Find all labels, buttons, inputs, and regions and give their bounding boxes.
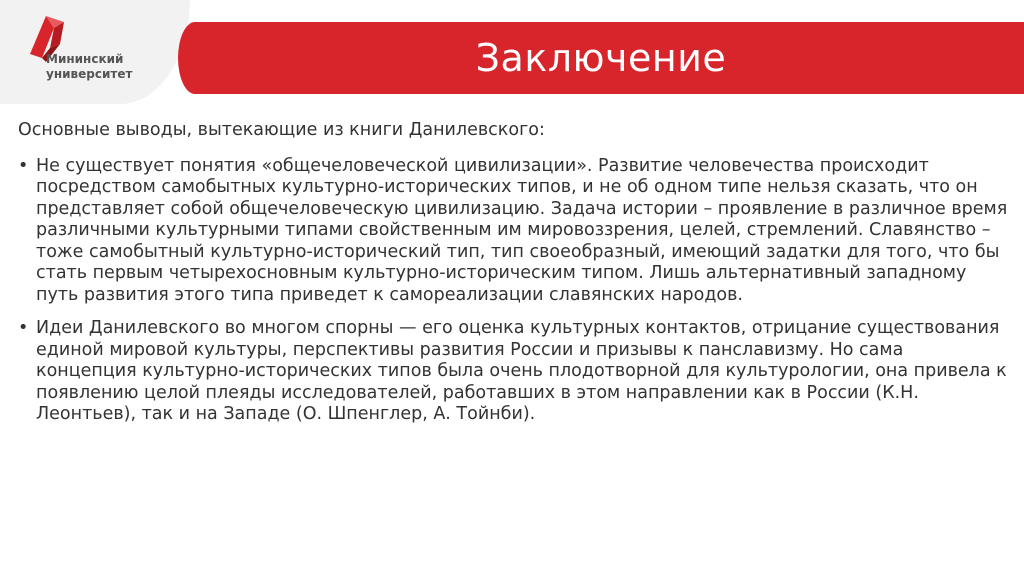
- bullet-item: [18, 318, 1008, 426]
- title-bar: [178, 22, 1024, 94]
- bullet-text: Не существует понятия «общечеловеческой цивилизации». Развитие человечества происходит посредством самобытных культурно-исторических типов, и не об одном типе нельзя сказать, что он представляет собой общечеловеческую цивилизацию. Задача истории – проявление в различное время различными культурными типами свойственным им мировоззрения, целей, стремлений. Славянство – тоже самобытный культурно-исторический тип, тип своеобразный, имеющий задатки для того, что бы стать первым четырехосновным культурно-историческим типом. Лишь альтернативный западному путь развития этого типа приведет к самореализации славянских народов.: [36, 155, 1008, 305]
- slide-title: Заключение: [475, 36, 727, 80]
- bullet-marker: •: [18, 318, 29, 338]
- bullet-text: Идеи Данилевского во многом спорны — его оценка культурных контактов, отрицание существования единой мировой культуры, перспективы развития России и призывы к панславизму. Но сама концепция культурно-исторических типов была очень плодотворной для культурологии, она привела к появлению целой плеяды исследователей, работавших в этом направлении как в России (К.Н. Леонтьев), так и на Западе (О. Шпенглер, А. Тойнби).: [36, 318, 1007, 424]
- logo-line-1: Мининский: [46, 52, 124, 66]
- bullet-list: [18, 156, 1008, 426]
- logo-text: [46, 52, 132, 82]
- intro-text: Основные выводы, вытекающие из книги Данилевского:: [18, 120, 545, 140]
- slide-content: [18, 120, 1008, 438]
- logo-line-2: университет: [46, 67, 133, 81]
- bullet-marker: •: [18, 155, 29, 176]
- university-logo: [18, 14, 168, 94]
- bullet-item: [18, 156, 1008, 307]
